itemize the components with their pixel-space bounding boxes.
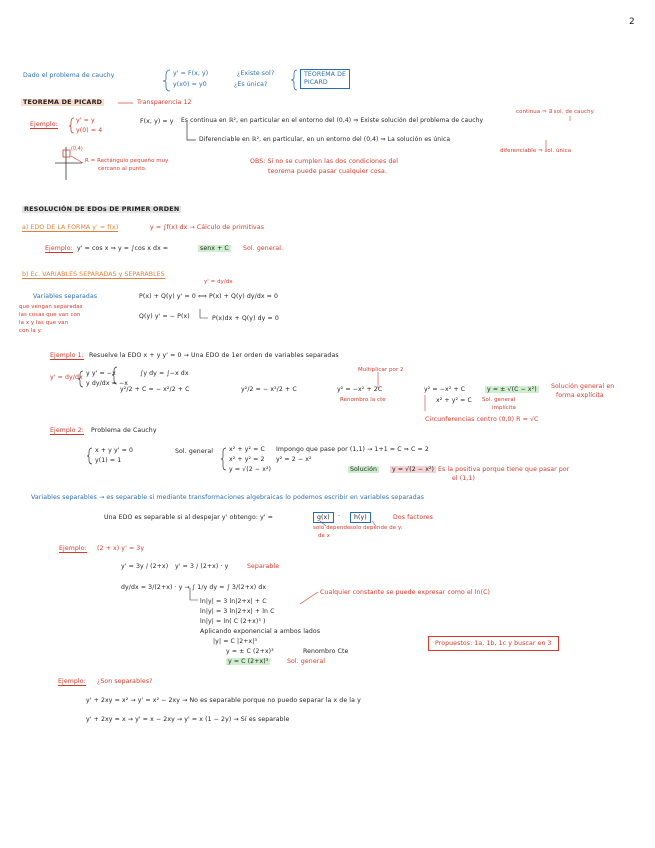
ex1-implicit-note-2: implícita — [492, 405, 516, 411]
ex1-mult-note: Multiplicar por 2 — [358, 367, 404, 373]
ex3-l2: dy/dx = 3/(2+x) · y → ∫ 1/y dy = ∫ 3/(2+x) dx — [121, 584, 267, 591]
ex3-l9: y = C (2+x)³ — [228, 658, 269, 665]
ex2-sol-label: Solución — [350, 466, 377, 473]
ex3-l7: |y| = C |2+x|³ — [213, 638, 258, 645]
ex3-eq: (2 + x) y' = 3y — [97, 545, 145, 552]
ex3-l1b: y' = 3 / (2+x) · y — [175, 563, 229, 570]
ex4-question: ¿Son separables? — [97, 678, 153, 685]
theorem-box — [300, 69, 350, 89]
ex1-step-5: y = ± √(C − x²) — [487, 386, 537, 393]
ex2-title: Ejemplo 2: — [50, 427, 84, 434]
ex1-dydx: y' = dy/dx — [50, 374, 83, 381]
ex2-positive-1: Es la positiva porque tiene que pasar por — [438, 466, 570, 473]
ex2-solgen: Sol. general — [175, 448, 214, 455]
separables-dep-x-2: de x — [318, 533, 331, 539]
ex4-title: Ejemplo: — [58, 678, 86, 685]
ex1-brace-1: y y' = −x — [86, 370, 116, 377]
ex1-sol-explicit-2: forma explícita — [556, 392, 604, 399]
cauchy-brace — [163, 70, 170, 91]
separables-gx: g(x) — [313, 512, 334, 523]
separables-dot: · — [338, 513, 341, 520]
ex3-propuestos: Propuestos: 1a, 1b, 1c y buscar en 3 — [428, 636, 559, 651]
ex3-l3: ln|y| = 3 ln|2+x| + C — [200, 598, 267, 605]
picard-note-diff: diferenciable ⇒ sol. única — [500, 148, 572, 154]
sep-eq-2: Q(y) y' = − P(x) — [139, 313, 190, 320]
ex2-sys-1: x + y y' = 0 — [95, 447, 134, 454]
picard-point-label: (0,4) — [71, 147, 83, 152]
picard-obs-1: OBS: Si no se cumplen las dos condiciones del — [250, 158, 399, 165]
section-a-ex-eq: y' = cos x ⇒ y = ∫cos x dx = — [77, 245, 169, 252]
any-const-arrow — [300, 592, 318, 604]
sep-eq-3: P(x)dx + Q(y) dy = 0 — [212, 315, 279, 322]
ex2-eq-2: x² + y² = 2 — [229, 456, 265, 463]
sep-label: Variables separadas — [33, 293, 98, 300]
sep-arrow — [200, 309, 208, 318]
separables-two-factors: Dos factores — [393, 514, 433, 521]
ex3-rename: Renombro Cte — [303, 648, 349, 655]
ex3-l1a: y' = 3y / (2+x) — [121, 563, 169, 570]
ex2-positive-2: el (1,1) — [452, 475, 475, 482]
rect-arrow — [71, 156, 83, 163]
sep-note-1: que vengan separadas — [19, 304, 83, 310]
ex2-sol: y = √(2 − x²) — [392, 466, 435, 473]
rectangle-r — [63, 150, 70, 157]
picard-note-cont: continua ⇒ ∃ sol. de cauchy — [516, 109, 594, 115]
cauchy-system-2: y(x0) = y0 — [173, 81, 207, 88]
picard-title: TEOREMA DE PICARD — [23, 98, 103, 106]
ex3-solgen: Sol. general — [287, 658, 326, 665]
ex1-rename-note: Renombro la cte — [340, 397, 386, 403]
ex2-eq-3: y = √(2 − x²) — [229, 466, 272, 473]
ex3-title: Ejemplo: — [59, 545, 87, 552]
theorem-label-1: TEOREMA DE — [304, 71, 346, 78]
picard-ejemplo: Ejemplo: — [30, 121, 58, 128]
ex1-step-4: y² = −x² + C — [424, 386, 466, 393]
resolucion-title: RESOLUCIÓN DE EDOs DE PRIMER ORDEN — [24, 205, 180, 213]
separables-bullet: Variables separables → es separable si mediante transformaciones algebraicas lo podemos escribir en variables separadas — [31, 494, 425, 501]
ex1-title: Ejemplo 1: — [50, 352, 84, 359]
section-b-label: b) Ec. VARIABLES SEPARADAS y SEPARABLES — [22, 271, 165, 278]
ex1-sol-explicit-1: Solución general en — [551, 383, 615, 390]
ex1-step-1: y²/2 + C = − x²/2 + C — [120, 386, 190, 393]
ex2-brace2 — [221, 448, 226, 470]
ex1-brace-2: y dy/dx = −x — [86, 380, 129, 387]
ex3-l6: Aplicando exponencial a ambos lados — [200, 628, 321, 635]
sep-note-3: la x y las que van — [19, 320, 69, 326]
ex4-r1: y' + 2xy = x² → y' = x² − 2xy → No es separable porque no puedo separar la x de la y — [86, 697, 361, 704]
ex3-l4: ln|y| = 3 ln|2+x| + ln C — [200, 608, 275, 615]
picard-example-brace — [69, 118, 74, 133]
cauchy-question-1: ¿Existe sol? — [237, 70, 275, 77]
section-a-label: a) EDO DE LA FORMA y' = f(x) — [22, 224, 119, 231]
picard-ex-1: y' = y — [76, 117, 95, 124]
ex2-y2: y² = 2 − x² — [276, 456, 312, 463]
ex3-l5: ln|y| = ln( C (2+x)³ ) — [200, 618, 266, 625]
ex2-brace — [87, 448, 92, 464]
ex1-desc: Resuelve la EDO x + y y' = 0 → Una EDO de 1er orden de variables separadas — [89, 352, 339, 359]
theorem-brace — [291, 70, 297, 90]
cauchy-intro: Dado el problema de cauchy — [23, 72, 115, 79]
picard-diff: Diferenciable en ℝ², en particular, en un entorno del (0,4) ⇒ La solución es única — [199, 136, 451, 143]
theorem-label-2: PICARD — [304, 79, 328, 87]
ex3-any-const: Cualquier constante se puede expresar como el ln(C) — [320, 589, 491, 596]
separables-hy: h(y) — [350, 512, 371, 523]
page-number: 2 — [629, 17, 635, 27]
sep-eq-1: P(x) + Q(y) y' = 0 ⟺ P(x) + Q(y) dy/dx = 0 — [139, 293, 279, 300]
picard-ex-2: y(0) = 4 — [76, 127, 103, 134]
picard-f-expr: F(x, y) = y — [140, 118, 174, 125]
dydx-note: y' = dy/dx — [204, 279, 233, 285]
ex1-implicit-eq: x² + y² = C — [436, 397, 472, 404]
separables-edo-text: Una EDO es separable si al despejar y' obtengo: y' = — [104, 514, 273, 521]
picard-obs-2: teorema puede pasar cualquier cosa. — [268, 168, 388, 175]
picard-rect-note-2: cercano al punto. — [98, 166, 147, 172]
ex3-l8: y = ± C (2+x)³ — [226, 648, 274, 655]
ex4-r2: y' + 2xy = x → y' = x − 2xy → y' = x (1 − 2y) → Sí es separable — [86, 716, 290, 723]
picard-rect-note-1: R = Rectángulo pequeño muy — [85, 158, 169, 164]
separables-dep-x-1: solo depende — [313, 525, 351, 531]
sep-note-4: con la y. — [19, 328, 42, 334]
ex2-eq-1: x² + y² = C — [229, 446, 265, 453]
ex2-sys-2: y(1) = 1 — [95, 457, 122, 464]
section-a-ex-sol: senx + C — [200, 245, 229, 252]
ex1-implicit-note-1: Sol. general — [482, 397, 516, 403]
ex2-impongo: Impongo que pase por (1,1) → 1+1 = C ⇒ C = 2 — [276, 446, 429, 453]
sep-note-2: las cosas que van con — [19, 312, 81, 318]
section-a-result: y = ∫f(x) dx → Cálculo de primitivas — [150, 224, 265, 231]
cauchy-question-2: ¿Es única? — [234, 81, 268, 88]
separables-dep-y: solo depende de y. — [350, 525, 403, 531]
ex3-separable: Separable — [247, 563, 280, 570]
picard-transparency: Transparencia 12 — [137, 99, 192, 106]
cauchy-system-1: y' = F(x, y) — [173, 70, 209, 77]
picard-cont: Es continua en ℝ², en particular en el entorno del (0,4) ⇒ Existe solución del problema de cauchy — [181, 117, 484, 124]
ex1-circ-note: Circunferencias centro (0,0) R = √C — [425, 416, 539, 423]
section-a-ejemplo: Ejemplo: — [45, 245, 73, 252]
section-a-ex-note: Sol. general. — [243, 245, 284, 252]
ex1-integral: ∫y dy = ∫−x dx — [140, 370, 189, 377]
ex1-step-3: y² = −x² + 2C — [337, 386, 383, 393]
ex1-step-2: y²/2 = − x²/2 + C — [241, 386, 297, 393]
ex2-desc: Problema de Cauchy — [91, 427, 157, 434]
